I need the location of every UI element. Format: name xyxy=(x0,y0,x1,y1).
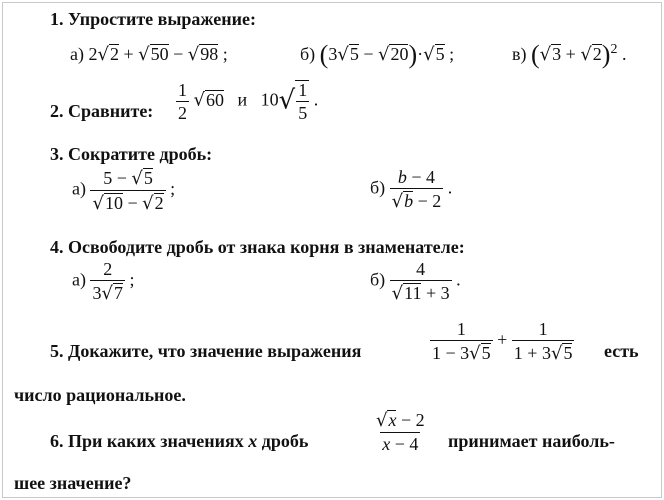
problem-6-tail: принимает наиболь- xyxy=(448,431,615,451)
var-x: x xyxy=(248,431,258,451)
problem-6-title: 6. При каких значениях x дробь xyxy=(50,431,309,451)
problem-1a: а) 2√2 + √50 − √98 ; xyxy=(70,44,228,65)
label-b: б) xyxy=(370,177,386,198)
and-word: и xyxy=(237,89,248,110)
label-b: б) xyxy=(300,44,316,64)
label-a: а) xyxy=(72,178,86,199)
label-c: в) xyxy=(512,44,527,64)
problem-2-expression: $\frac{1}{2}$ √60 и 10√ $\frac{1}{5}$ . xyxy=(178,80,319,123)
problem-4b: б) $\frac{4}{√11 + 3}$ . xyxy=(370,259,461,304)
problem-2-title: 2. Сравните: xyxy=(50,101,154,121)
problem-4-title: 4. Освободите дробь от знака корня в знаменателе: xyxy=(50,237,465,257)
problem-1c: в) $(√3 + √2)^2$ . xyxy=(512,40,627,69)
label-b: б) xyxy=(370,269,386,290)
problem-3-title: 3. Сократите дробь: xyxy=(50,144,213,164)
problem-5-title: 5. Докажите, что значение выражения xyxy=(50,341,362,361)
problem-1b: б) (3√5 − √20)·√5 ; xyxy=(300,40,455,69)
problem-6-expression: $\frac{√x - 2}{x - 4}$ xyxy=(376,410,425,454)
problem-1-title: 1. Упростите выражение: xyxy=(50,9,256,29)
problem-5-tail: есть xyxy=(604,341,639,361)
problem-3a: а) $\frac{5 - √5}{√10 - √2}$ ; xyxy=(72,168,176,214)
word-drob: дробь xyxy=(261,431,309,451)
label-a: а) xyxy=(72,269,86,290)
problem-6-line2: шее значение? xyxy=(14,473,132,493)
problem-3b: б) $\frac{b - 4}{√b - 2}$ . xyxy=(370,167,453,212)
problem-5-expression: $\frac{1}{1 - 3√5}$ + $\frac{1}{1 + 3√5}$ xyxy=(432,319,573,364)
problem-4a: а) $\frac{2}{3√7}$ ; xyxy=(72,259,135,304)
label-a: а) xyxy=(70,44,84,64)
problem-5-line2: число рациональное. xyxy=(14,385,186,405)
